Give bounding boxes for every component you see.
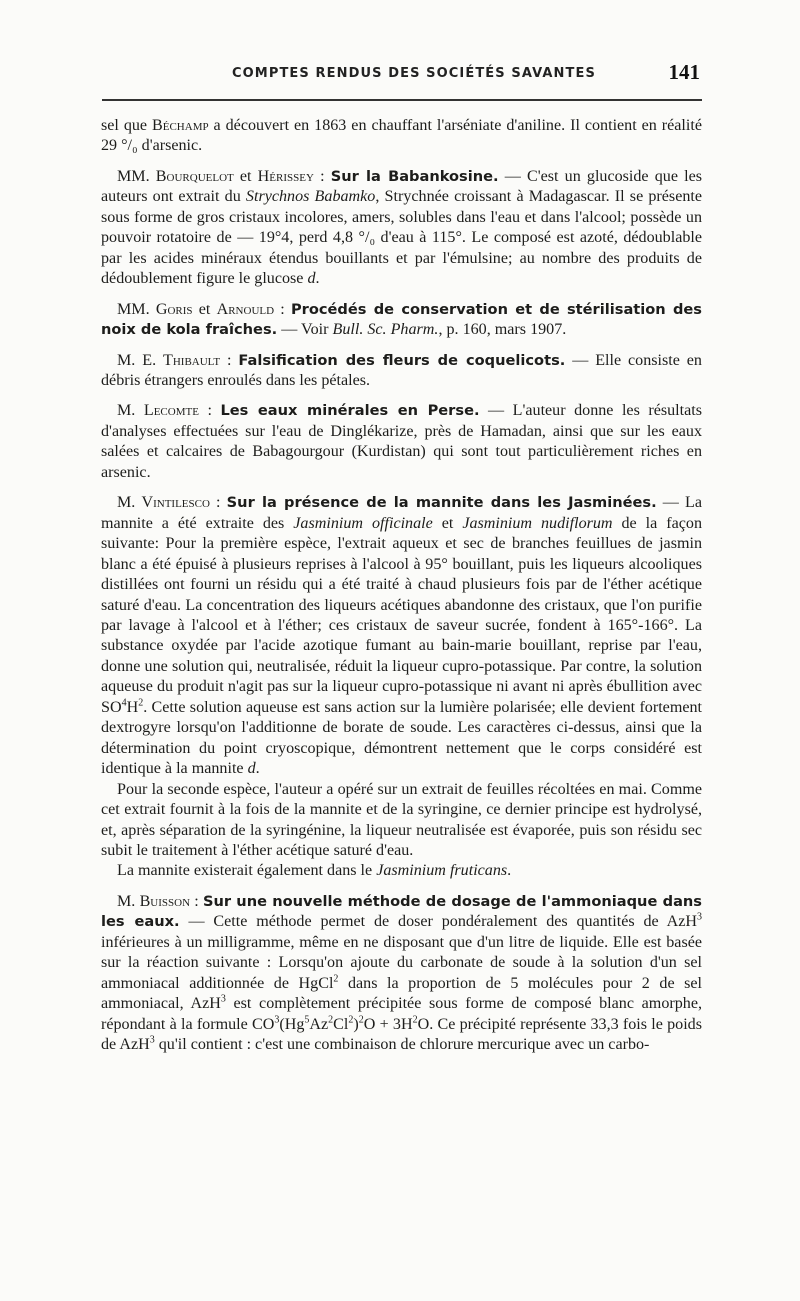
text-run: O + 3H bbox=[363, 1015, 413, 1033]
text-run: ) bbox=[353, 1015, 359, 1033]
author-name: Buisson bbox=[139, 892, 191, 910]
text-run: M. E. bbox=[117, 351, 164, 369]
italic-term: Jasminium nudiflorum bbox=[462, 514, 613, 532]
text-run: : bbox=[313, 167, 331, 185]
superscript: 2 bbox=[333, 973, 339, 985]
text-run: inférieures à un milligramme, même en ne disposant que d'un litre de liquide. Elle est basée sur la réaction suivante : Lorsqu'on ajoute du carbonate de soude à la solution d'un sel ammoniacal additionnée de HgCl bbox=[101, 933, 702, 992]
text-run: — Voir bbox=[277, 321, 333, 339]
italic-term: Jasminium fruticans bbox=[376, 862, 508, 880]
text-run: sel que bbox=[101, 117, 153, 134]
italic-term: Jasminium officinale bbox=[293, 514, 433, 532]
superscript: 2 bbox=[138, 697, 144, 709]
header-rule bbox=[102, 99, 702, 101]
italic-term: d bbox=[247, 760, 256, 778]
text-run: et bbox=[432, 514, 463, 532]
author-name: Béchamp bbox=[152, 117, 209, 134]
text-run: — Elle consiste en débris étrangers enroulés dans les pétales. bbox=[101, 351, 702, 389]
entry-title: Sur la présence de la mannite dans les Jasminées. bbox=[226, 494, 657, 512]
text-run: M. bbox=[117, 402, 144, 420]
text-run: — L'auteur donne les résultats d'analyses effectuées sur l'eau de Dinglékarize, près de Hamadan, ainsi que sur les eaux salées et calcaires de Babagourgour (Kurdistan) qui sont tout particulièrement riches en arsenic. bbox=[101, 402, 702, 481]
text-run: . bbox=[315, 270, 320, 288]
text-run: — C'est un glucoside que les auteurs ont extrait du bbox=[101, 167, 702, 206]
entry-kola bbox=[101, 300, 702, 341]
text-run: de la façon suivante: Pour la première espèce, l'extrait aqueux et sec de branches feuillues de jasmin blanc a été épuisé à plusieurs reprises à l'alcool à 95° bouillant, puis les liqueurs alcooliques distillées ont fourni un résidu qui a été traité à chaud plusieurs fois par de l'éther acétique saturé d'eau. La concentration des liqueurs acétiques abandonne des cristaux, que l'on purifie par lavage à l'alcool et à l'éther; ces cristaux de saveur sucrée, fondent à 165°-166°. La substance oxydée par l'acide azotique fumant au bain-marie bouillant, reprise par l'eau, donne une solution qui, neutralisée, réduit la liqueur cupro-potassique. Par contre, la solution aqueuse du produit n'agit pas sur la liqueur cupro-potassique ni avant ni après ébullition avec SO bbox=[101, 514, 702, 716]
text-run: M. bbox=[117, 494, 142, 512]
text-run: , p. 160, mars 1907. bbox=[438, 321, 567, 339]
text-run: est complètement précipitée sous forme de composé blanc amorphe, répondant à la formule CO bbox=[101, 995, 702, 1033]
text-run: : bbox=[274, 300, 291, 318]
author-name: Thibault bbox=[163, 351, 221, 369]
text-run: (Hg bbox=[279, 1015, 305, 1033]
text-run: : bbox=[209, 494, 227, 512]
entry-eaux-perse bbox=[101, 401, 702, 483]
text-run: : bbox=[190, 892, 203, 910]
text-run: : bbox=[220, 351, 239, 369]
text-run: La mannite existerait également dans le bbox=[117, 862, 377, 880]
entry-title: Sur la Babankosine. bbox=[330, 167, 499, 185]
italic-term: d bbox=[307, 270, 316, 288]
superscript: 3 bbox=[274, 1014, 280, 1026]
text-run: dans la proportion de 5 molécules pour 2 de sel ammoniacal, AzH bbox=[101, 974, 703, 1013]
entry-title: Falsification des fleurs de coquelicots. bbox=[238, 351, 566, 369]
text-run: et bbox=[192, 300, 217, 318]
superscript: 2 bbox=[328, 1014, 334, 1026]
italic-term: Bull. Sc. Pharm. bbox=[332, 321, 439, 339]
entry-title: Sur une nouvelle méthode de dosage de l'ammoniaque dans les eaux. bbox=[101, 892, 702, 931]
page-number: 141 bbox=[668, 60, 700, 84]
superscript: 3 bbox=[220, 993, 226, 1005]
author-name: Goris bbox=[155, 300, 193, 318]
superscript: 3 bbox=[149, 1034, 155, 1046]
page-header bbox=[100, 56, 704, 90]
superscript: 4 bbox=[121, 697, 127, 709]
text-run: O. Ce précipité représente 33,3 fois le poids de AzH bbox=[101, 1015, 702, 1054]
entry-title: Les eaux minérales en Perse. bbox=[220, 402, 480, 420]
paragraph-fruticans bbox=[101, 861, 702, 881]
text-run: . Cette solution aqueuse est sans action sur la lumière polarisée; elle devient fortement dextrogyre lorsqu'on l'additionne de borate de soude. Les caractères ci-dessus, ainsi que la détermination du point cryoscopique, démontrent nettement que le corps considéré est identique à la mannite bbox=[101, 698, 702, 778]
italic-term: Strychnos Babamko bbox=[245, 188, 376, 206]
text-run: MM. bbox=[117, 300, 156, 318]
author-name: Hérissey bbox=[257, 167, 314, 185]
author-name: Vintilesco bbox=[141, 494, 210, 512]
paragraph-bechamp bbox=[101, 116, 702, 157]
text-run: . bbox=[507, 862, 512, 880]
paragraph-seconde-espece bbox=[101, 780, 702, 862]
text-run: a découvert en 1863 en chauffant l'arséniate d'aniline. Il contient en réalité 29 °/₀ d'arsenic. bbox=[101, 117, 702, 155]
text-run: H bbox=[126, 698, 139, 716]
running-title: COMPTES RENDUS DES SOCIÉTÉS SAVANTES bbox=[232, 66, 596, 81]
text-run: . bbox=[255, 760, 260, 778]
author-name: Bourquelot bbox=[155, 167, 234, 185]
body-text bbox=[101, 116, 702, 1055]
entry-babankosine bbox=[101, 167, 702, 290]
entry-coquelicots bbox=[101, 351, 702, 392]
superscript: 5 bbox=[304, 1014, 310, 1026]
text-run: M. bbox=[117, 892, 140, 910]
superscript: 2 bbox=[358, 1014, 364, 1026]
entry-ammoniaque bbox=[101, 892, 702, 1056]
author-name: Arnould bbox=[216, 300, 275, 318]
superscript: 2 bbox=[348, 1014, 354, 1026]
text-run: Az bbox=[309, 1015, 329, 1033]
entry-mannite bbox=[101, 493, 702, 779]
superscript: 2 bbox=[412, 1014, 418, 1026]
text-run: — La mannite a été extraite des bbox=[101, 494, 702, 532]
text-run: Pour la seconde espèce, l'auteur a opéré sur un extrait de feuilles récoltées en mai. Comme cet extrait fournit à la fois de la mannite et de la syringine, ce dernier principe est hydrolysé, et, après séparation de la syringénine, la liqueur neutralisée est évaporée, puis son résidu sec subit le traitement à l'éther acétique saturé d'eau. bbox=[101, 780, 702, 859]
text-run: : bbox=[198, 402, 221, 420]
text-run: , Strychnée croissant à Madagascar. Il se présente sous forme de gros cristaux incolores, amers, solubles dans l'eau et dans l'alcool; possède un pouvoir rotatoire de — 19°4, perd 4,8 °/₀ d'eau à 115°. Le composé est azoté, dédoublable par les acides minéraux étendus bouillants et par l'émulsine; au nombre des produits de dédoublement figure le glucose bbox=[101, 188, 703, 288]
text-run: qu'il contient : c'est une combinaison de chlorure mercurique avec un carbo- bbox=[154, 1036, 650, 1054]
superscript: 3 bbox=[697, 911, 702, 923]
author-name: Lecomte bbox=[143, 402, 199, 420]
entry-title: Procédés de conservation et de stérilisation des noix de kola fraîches. bbox=[101, 300, 702, 339]
text-run: — Cette méthode permet de doser pondéralement des quantités de AzH bbox=[179, 913, 697, 931]
text-run: Cl bbox=[333, 1015, 349, 1033]
text-run: et bbox=[233, 167, 258, 185]
text-run: MM. bbox=[117, 167, 156, 185]
